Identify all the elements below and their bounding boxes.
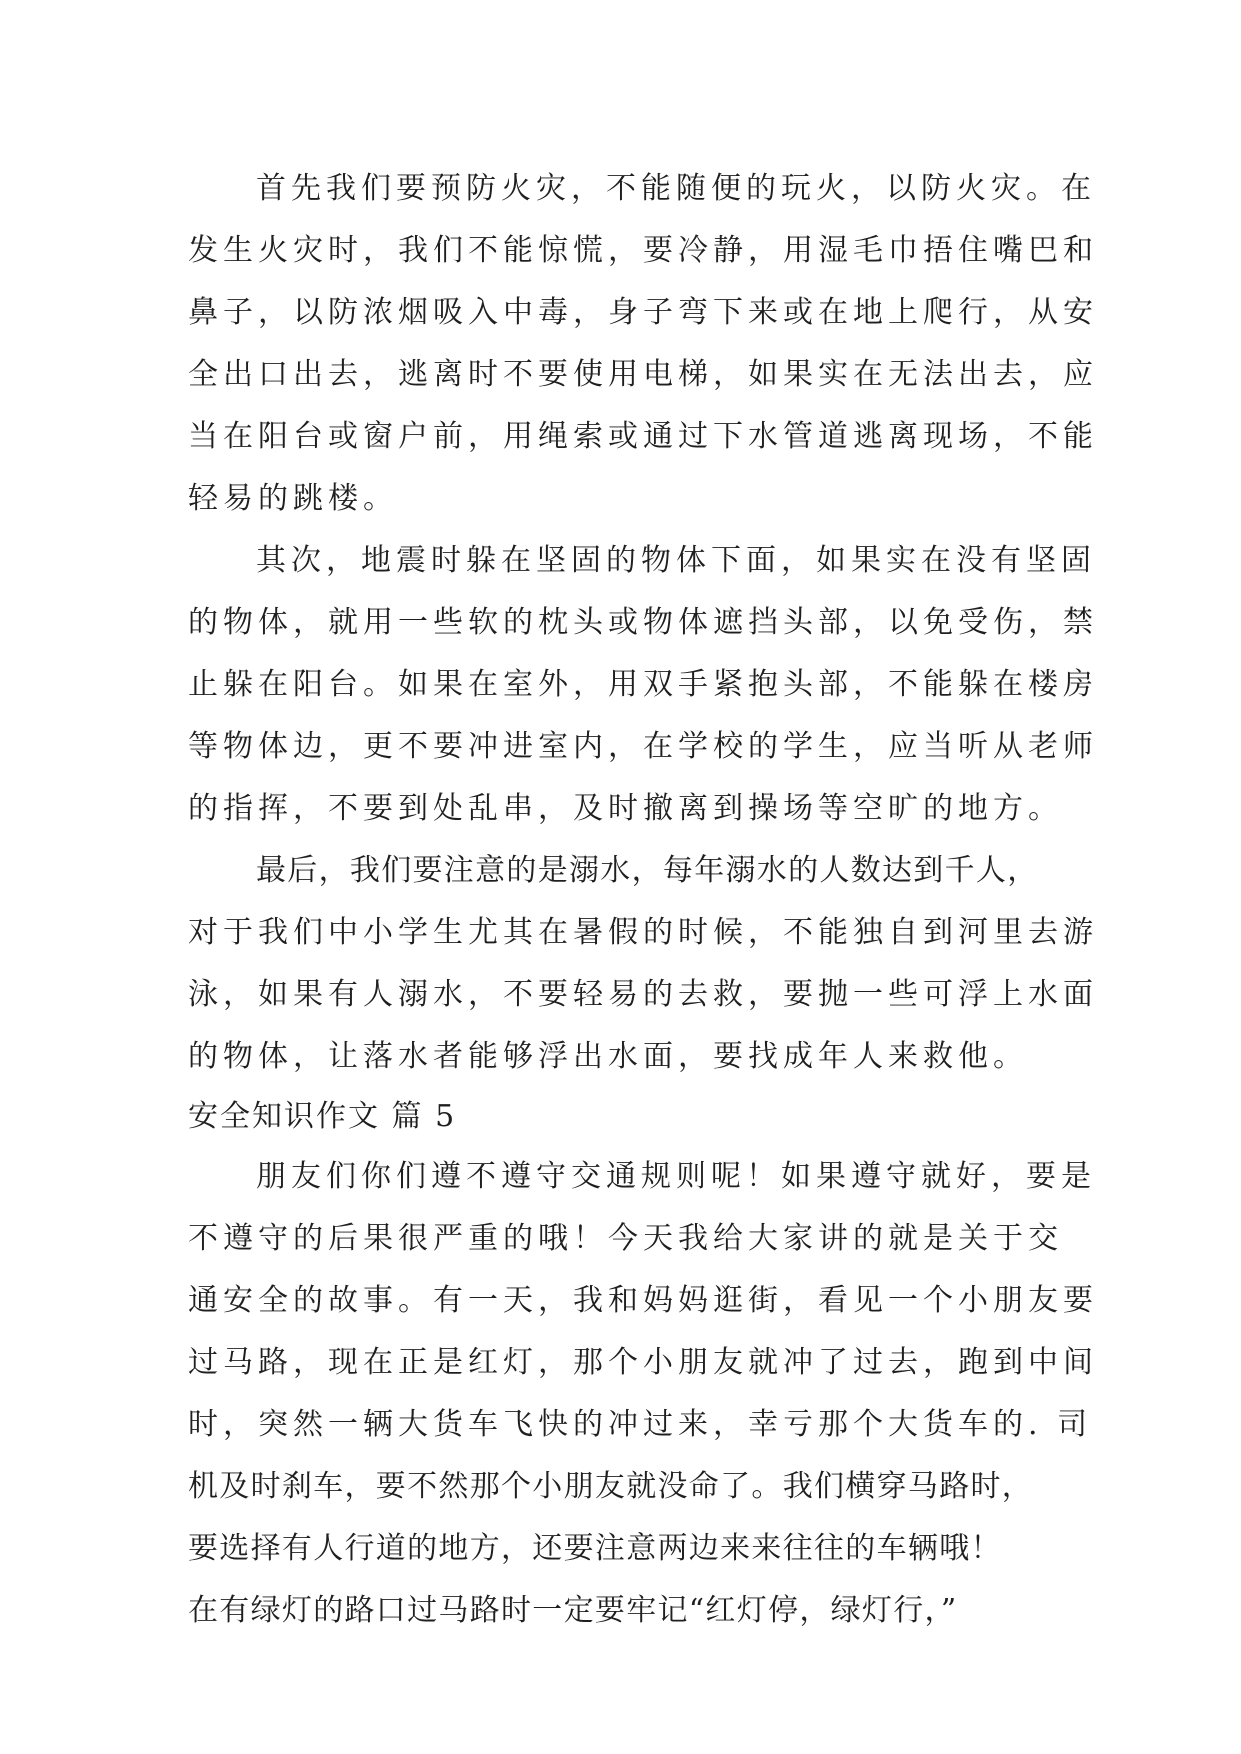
text-line: 最后，我们要注意的是溺水，每年溺水的人数达到千人， bbox=[256, 853, 1039, 888]
paragraph-drowning-safety bbox=[188, 840, 1098, 1088]
text-line: 止躲在阳台。如果在室外，用双手紧抱头部，不能躲在楼房 bbox=[188, 667, 1098, 702]
text-line: 通安全的故事。有一天，我和妈妈逛街，看见一个小朋友要 bbox=[188, 1283, 1098, 1318]
text-line: 要选择有人行道的地方，还要注意两边来来往往的车辆哦！ bbox=[188, 1531, 1002, 1566]
text-line: 对于我们中小学生尤其在暑假的时候，不能独自到河里去游 bbox=[188, 915, 1098, 950]
text-line: 发生火灾时，我们不能惊慌，要冷静，用湿毛巾捂住嘴巴和 bbox=[188, 233, 1098, 268]
text-line: 的物体，让落水者能够浮出水面，要找成年人来救他。 bbox=[188, 1039, 1028, 1074]
text-line: 等物体边，更不要冲进室内，在学校的学生，应当听从老师 bbox=[188, 729, 1098, 764]
text-line: 首先我们要预防火灾，不能随便的玩火，以防火灾。在 bbox=[256, 171, 1096, 206]
section-heading: 安全知识作文 篇 5 bbox=[188, 1099, 457, 1134]
paragraph-earthquake-safety bbox=[188, 530, 1098, 840]
text-line: 朋友们你们遵不遵守交通规则呢！如果遵守就好，要是 bbox=[256, 1159, 1096, 1194]
text-line: 机及时刹车，要不然那个小朋友就没命了。我们横穿马路时， bbox=[188, 1469, 1034, 1504]
document-body bbox=[188, 158, 1098, 1642]
text-line: 当在阳台或窗户前，用绳索或通过下水管道逃离现场，不能 bbox=[188, 419, 1098, 454]
text-line: 的指挥，不要到处乱串，及时撤离到操场等空旷的地方。 bbox=[188, 791, 1063, 826]
text-line: 轻易的跳楼。 bbox=[188, 481, 398, 516]
text-line: 过马路，现在正是红灯，那个小朋友就冲了过去，跑到中间 bbox=[188, 1345, 1098, 1380]
text-line: 的物体，就用一些软的枕头或物体遮挡头部，以免受伤，禁 bbox=[188, 605, 1098, 640]
paragraph-traffic-safety bbox=[188, 1146, 1098, 1642]
text-line: 泳，如果有人溺水，不要轻易的去救，要抛一些可浮上水面 bbox=[188, 977, 1098, 1012]
paragraph-fire-safety bbox=[188, 158, 1098, 530]
text-line: 其次，地震时躲在坚固的物体下面，如果实在没有坚固 bbox=[256, 543, 1096, 578]
text-line: 全出口出去，逃离时不要使用电梯，如果实在无法出去，应 bbox=[188, 357, 1098, 392]
text-line: 不遵守的后果很严重的哦！今天我给大家讲的就是关于交 bbox=[188, 1221, 1063, 1256]
text-line: 在有绿灯的路口过马路时一定要牢记“红灯停，绿灯行，” bbox=[188, 1593, 958, 1628]
text-line: 时，突然一辆大货车飞快的冲过来，幸亏那个大货车的. 司 bbox=[188, 1407, 1093, 1442]
text-line: 鼻子，以防浓烟吸入中毒，身子弯下来或在地上爬行，从安 bbox=[188, 295, 1098, 330]
